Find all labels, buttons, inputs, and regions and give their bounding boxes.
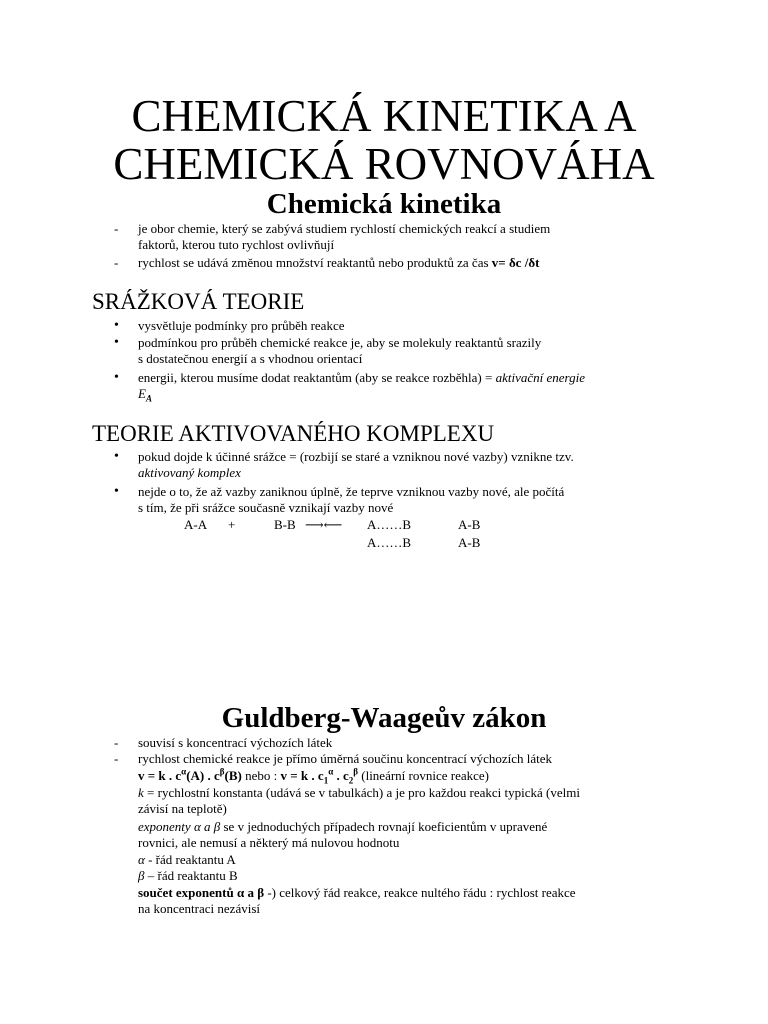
- scheme-product-top: A-B: [458, 517, 481, 532]
- document-title-line-1: CHEMICKÁ KINETIKA A: [131, 91, 637, 141]
- list-item-text: s tím, že při srážce současně vznikají vazby nové: [138, 500, 394, 515]
- bullet-marker: •: [114, 370, 119, 385]
- rate-law-formula: v = k . $c^\alpha(A)$ . $c^\beta(B)$ nebo : v = k . $c_1^\alpha$ . $c_2^\beta$ (lineární rovnice reakce): [138, 766, 490, 786]
- equilibrium-arrows: ⟶⟵: [305, 517, 343, 532]
- rate-constant-definition-cont: závisí na teplotě): [138, 801, 227, 816]
- list-marker: -: [114, 751, 119, 766]
- bullet-marker: •: [114, 449, 119, 464]
- section-heading-chemical-kinetics: Chemická kinetika: [266, 188, 502, 220]
- list-item-text: faktorů, kterou tuto rychlost ovlivňují: [138, 237, 335, 252]
- rate-constant-definition: k = rychlostní konstanta (udává se v tabulkách) a je pro každou reakci typická (velmi: [138, 785, 580, 800]
- overall-order-line: součet exponentů α a β -) celkový řád reakce, reakce nultého řádu : rychlost reakce: [138, 885, 576, 900]
- scheme-plus: +: [228, 517, 236, 532]
- list-item-text: pokud dojde k účinné srážce = (rozbijí se staré a vzniknou nové vazby) vznikne tzv.: [138, 449, 574, 464]
- exponents-definition: exponenty α a β se v jednoduchých případech rovnají koeficientům v upravené: [138, 819, 548, 834]
- beta-order-line: β – řád reaktantu B: [138, 868, 238, 883]
- activation-energy-term: aktivační energie: [495, 370, 585, 385]
- list-item-text: rychlost se udává změnou množství reaktantů nebo produktů za čas: [138, 255, 492, 270]
- overall-order-line-cont: na koncentraci nezávisí: [138, 901, 260, 916]
- list-item-text: s dostatečnou energií a s vhodnou orientací: [138, 351, 363, 366]
- section-heading-guldberg-waage-law: Guldberg-Waageův zákon: [221, 702, 547, 734]
- scheme-complex-bottom: A……B: [367, 535, 412, 550]
- activated-complex-term: aktivovaný komplex: [138, 465, 241, 480]
- section-heading-activated-complex-theory: TEORIE AKTIVOVANÉHO KOMPLEXU: [92, 421, 495, 446]
- exponents-definition-cont: rovnici, ale nemusí a některý má nulovou hodnotu: [138, 835, 400, 850]
- list-marker: -: [114, 255, 119, 270]
- alpha-order-line: α - řád reaktantu A: [138, 852, 236, 867]
- list-item-text: nejde o to, že až vazby zaniknou úplně, že teprve vzniknou vazby nové, ale počítá: [138, 484, 565, 499]
- list-item-text: souvisí s koncentrací výchozích látek: [138, 735, 333, 750]
- list-item-text: je obor chemie, který se zabývá studiem rychlostí chemických reakcí a studiem: [138, 221, 551, 236]
- list-item-text: energii, kterou musíme dodat reaktantům (aby se reakce rozběhla) =: [138, 370, 496, 385]
- scheme-complex-top: A……B: [367, 517, 412, 532]
- bullet-marker: •: [114, 335, 119, 350]
- scheme-reactant-b: B-B: [274, 517, 296, 532]
- section-heading-collision-theory: SRÁŽKOVÁ TEORIE: [92, 289, 305, 314]
- document-title-line-2: CHEMICKÁ ROVNOVÁHA: [113, 139, 655, 189]
- list-item: [138, 255, 539, 271]
- activation-energy-symbol: $E_A$: [138, 386, 152, 404]
- bullet-marker: •: [114, 318, 119, 333]
- list-marker: -: [114, 735, 119, 750]
- list-item-text: rychlost chemické reakce je přímo úměrná součinu koncentrací výchozích látek: [138, 751, 553, 766]
- scheme-reactant-a: A-A: [184, 517, 208, 532]
- bullet-marker: •: [114, 484, 119, 499]
- list-item-text: vysvětluje podmínky pro průběh reakce: [138, 318, 345, 333]
- list-marker: -: [114, 221, 119, 236]
- scheme-product-bottom: A-B: [458, 535, 481, 550]
- list-item-text: podmínkou pro průběh chemické reakce je, aby se molekuly reaktantů srazily: [138, 335, 542, 350]
- rate-formula: v= δc /δt: [491, 255, 540, 270]
- list-item: [138, 370, 585, 386]
